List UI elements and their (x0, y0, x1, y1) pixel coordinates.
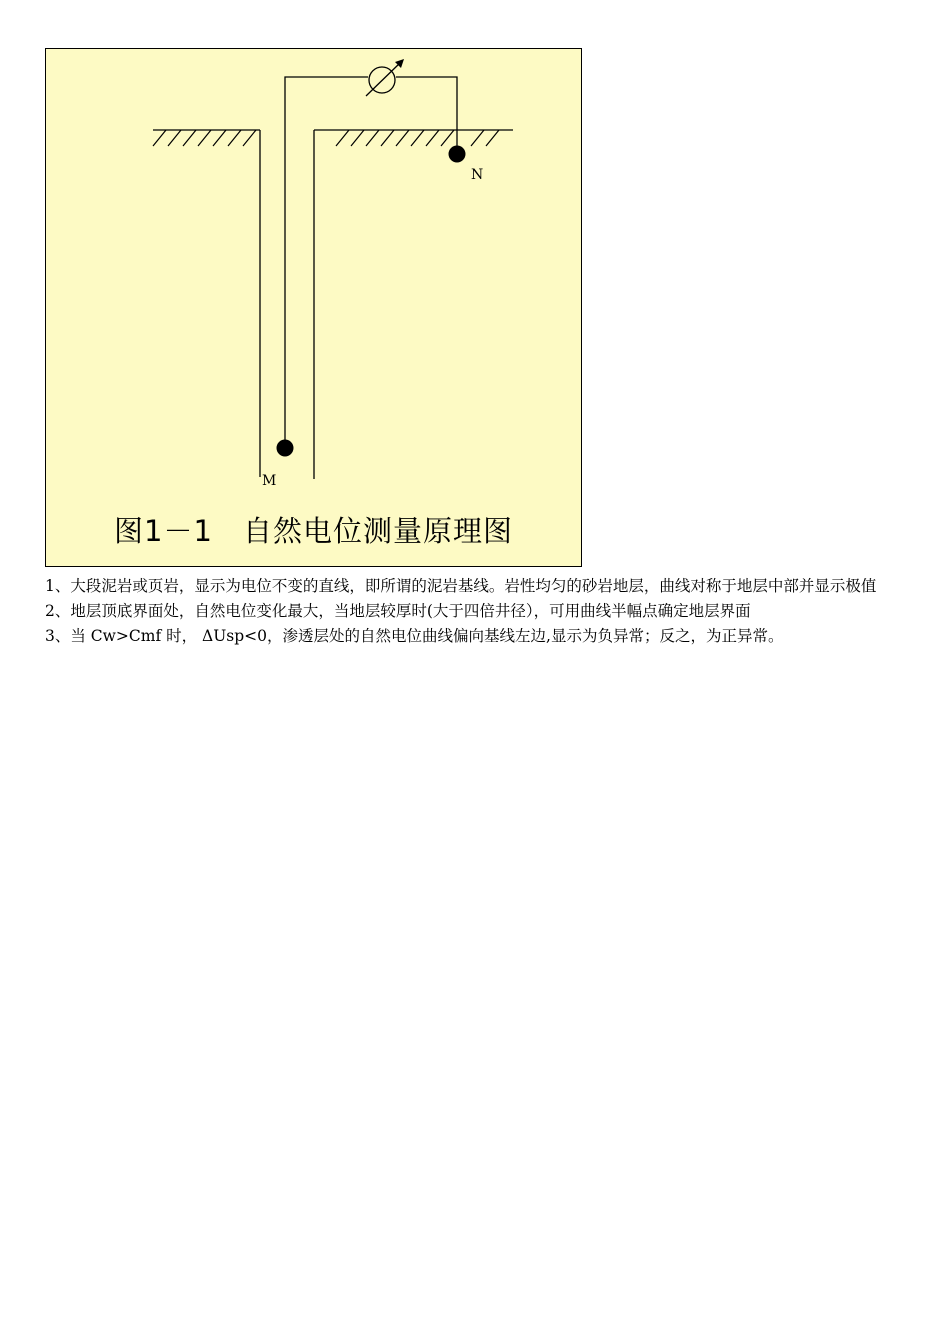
electrode-n-label: N (471, 167, 484, 183)
ground-hatching-right (336, 130, 499, 146)
note-item: 1、大段泥岩或页岩，显示为电位不变的直线，即所谓的泥岩基线。岩性均匀的砂岩地层，曲线对称于地层中部并显示极值 (45, 577, 877, 595)
principle-diagram (45, 48, 582, 567)
note-item: 3、当 Cw>Cmf 时， ΔUsp<0，渗透层处的自然电位曲线偏向基线左边,显示为负异常；反之，为正异常。 (45, 627, 784, 645)
note-item: 2、地层顶底界面处，自然电位变化最大，当地层较厚时(大于四倍井径），可用曲线半幅点确定地层界面 (45, 602, 751, 620)
electrode-m-label: M (262, 473, 277, 489)
ground-hatching-left (153, 130, 256, 146)
cable-to-m-electrode (285, 77, 368, 447)
cable-to-n-electrode (396, 77, 457, 153)
electrode-m (277, 440, 294, 457)
explanation-notes (45, 574, 915, 649)
figure-caption: 图1－1 自然电位测量原理图 (114, 514, 513, 548)
diagram-drawing (46, 49, 581, 566)
electrode-n (449, 146, 466, 163)
